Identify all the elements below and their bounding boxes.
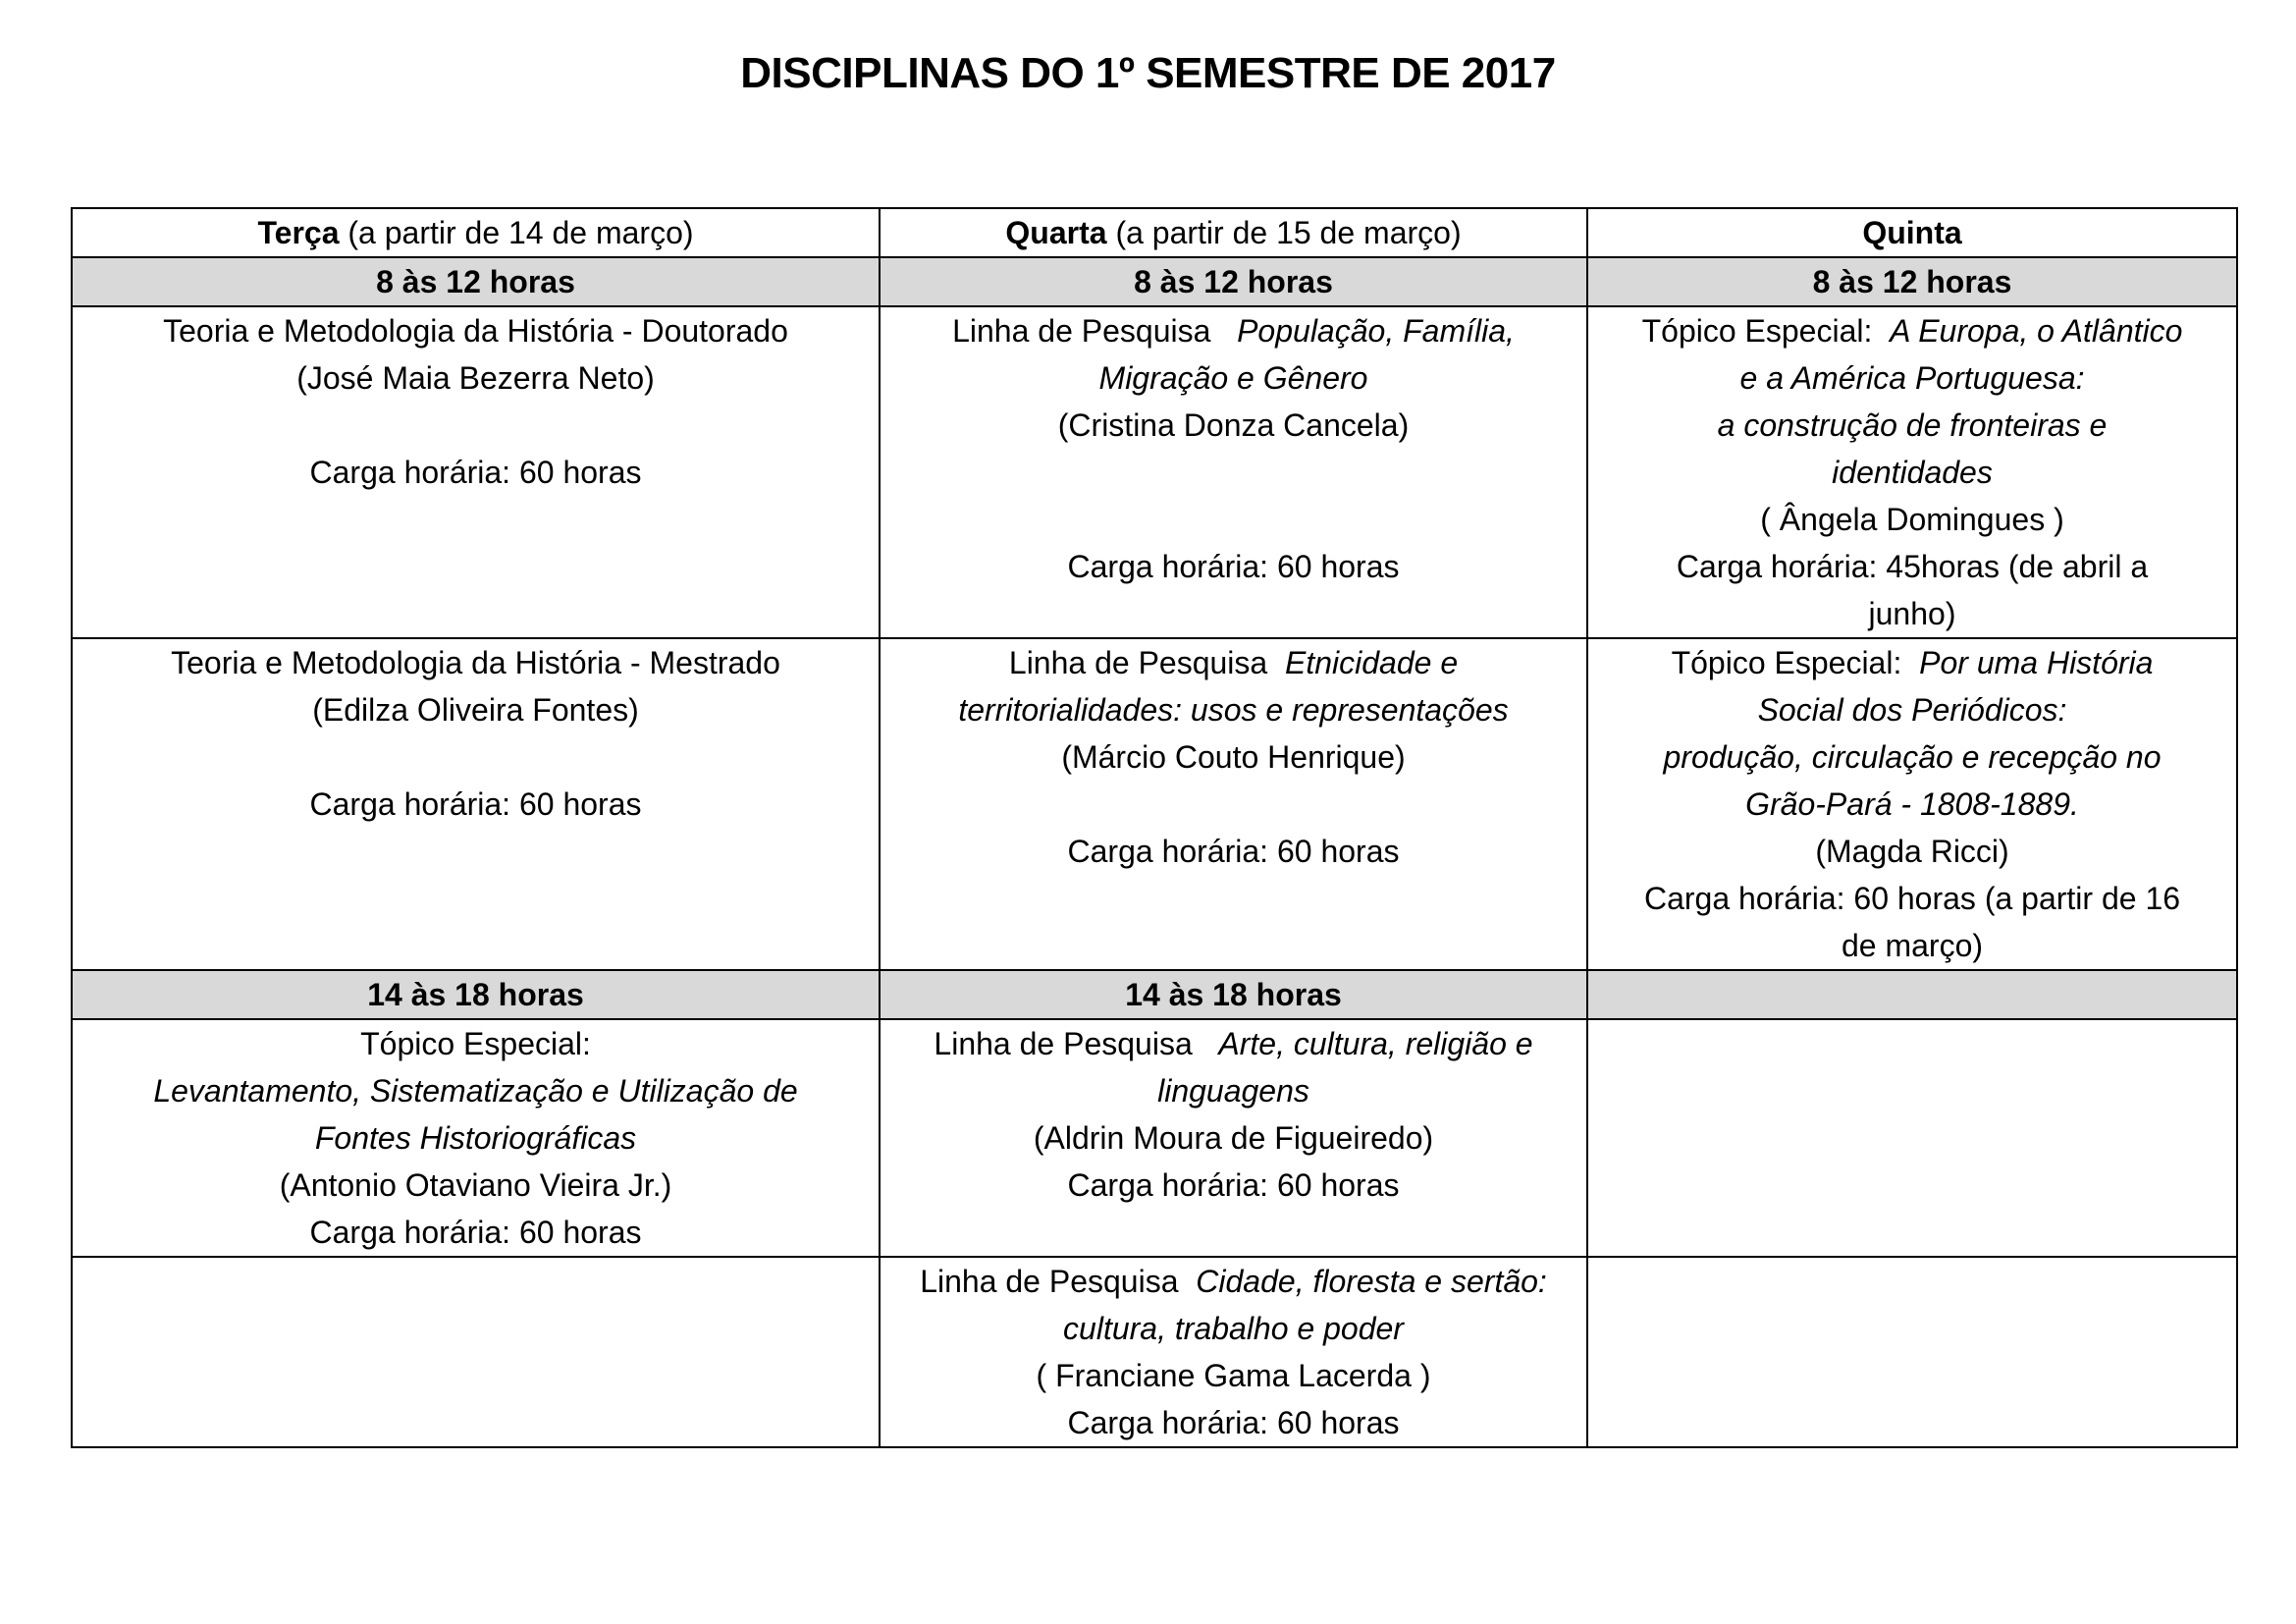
course-hours: Carga horária: 60 horas xyxy=(1067,834,1400,869)
course-title-cont: cultura, trabalho e poder xyxy=(1063,1311,1404,1346)
slot-label: 8 às 12 horas xyxy=(1587,257,2237,306)
course-cell xyxy=(1587,638,2237,970)
course-title-cont: Grão-Pará - 1808-1889. xyxy=(1745,786,2079,822)
header-cell-quinta xyxy=(1587,208,2237,257)
course-title: Levantamento, Sistematização e Utilização de xyxy=(153,1073,798,1109)
slot-label: 14 às 18 horas xyxy=(72,970,880,1019)
slot-label: 14 às 18 horas xyxy=(880,970,1587,1019)
day-note: (a partir de 15 de março) xyxy=(1106,215,1462,250)
course-title-cont: produção, circulação e recepção no xyxy=(1663,739,2162,775)
course-cell xyxy=(1587,306,2237,638)
course-cell xyxy=(72,1019,880,1257)
course-title-cont: Social dos Periódicos: xyxy=(1757,692,2067,728)
course-professor: (José Maia Bezerra Neto) xyxy=(296,360,655,396)
course-hours: Carga horária: 60 horas xyxy=(309,455,642,490)
course-professor: (Magda Ricci) xyxy=(1815,834,2009,869)
course-professor: (Edilza Oliveira Fontes) xyxy=(312,692,639,728)
course-prefix: Tópico Especial: xyxy=(1641,313,1873,349)
course-hours: Carga horária: 60 horas (a partir de 16 xyxy=(1643,881,2181,916)
course-title: Teoria e Metodologia da História - Doutorado xyxy=(163,313,788,349)
empty-cell xyxy=(72,1257,880,1447)
course-hours: Carga horária: 60 horas xyxy=(1067,1167,1400,1203)
course-cell xyxy=(72,306,880,638)
page-title: DISCIPLINAS DO 1º SEMESTRE DE 2017 xyxy=(740,49,1556,97)
course-professor: ( Ângela Domingues ) xyxy=(1760,502,2064,537)
schedule-table xyxy=(71,207,2238,1448)
course-row xyxy=(72,638,2237,970)
course-hours: Carga horária: 60 horas xyxy=(1067,549,1400,584)
course-title: Arte, cultura, religião e xyxy=(1218,1026,1533,1061)
course-hours: Carga horária: 60 horas xyxy=(309,1215,642,1250)
course-cell xyxy=(880,1257,1587,1447)
course-professor: (Márcio Couto Henrique) xyxy=(1061,739,1406,775)
course-hours: Carga horária: 60 horas xyxy=(1067,1405,1400,1440)
slot-row-afternoon xyxy=(72,970,2237,1019)
day-note: (a partir de 14 de março) xyxy=(339,215,694,250)
course-prefix: Tópico Especial: xyxy=(1671,645,1902,680)
course-prefix: Linha de Pesquisa xyxy=(920,1264,1179,1299)
day-label: Quarta xyxy=(1005,215,1107,250)
course-title: Teoria e Metodologia da História - Mestrado xyxy=(171,645,780,680)
course-hours-cont: de março) xyxy=(1841,928,1984,963)
empty-cell xyxy=(1587,1257,2237,1447)
course-professor: ( Franciane Gama Lacerda ) xyxy=(1036,1358,1431,1393)
empty-cell xyxy=(1587,1019,2237,1257)
course-title-cont: a construção de fronteiras e xyxy=(1717,407,2108,443)
slot-label-empty xyxy=(1587,970,2237,1019)
course-cell xyxy=(72,638,880,970)
day-label: Quinta xyxy=(1862,215,1962,250)
course-title-cont: linguagens xyxy=(1157,1073,1309,1109)
course-title-cont: identidades xyxy=(1832,455,1993,490)
course-cell xyxy=(880,638,1587,970)
course-title: Cidade, floresta e sertão: xyxy=(1196,1264,1547,1299)
slot-label: 8 às 12 horas xyxy=(72,257,880,306)
day-label: Terça xyxy=(257,215,340,250)
course-professor: (Aldrin Moura de Figueiredo) xyxy=(1033,1120,1434,1156)
course-row xyxy=(72,1019,2237,1257)
course-hours: Carga horária: 60 horas xyxy=(309,786,642,822)
course-cell xyxy=(880,1019,1587,1257)
course-cell xyxy=(880,306,1587,638)
course-title-cont: Fontes Historiográficas xyxy=(314,1120,637,1156)
course-hours: Carga horária: 45horas (de abril a xyxy=(1676,549,2149,584)
course-hours-cont: junho) xyxy=(1868,596,1956,631)
slot-row-morning xyxy=(72,257,2237,306)
course-prefix: Linha de Pesquisa xyxy=(952,313,1211,349)
course-title-cont: Migração e Gênero xyxy=(1098,360,1368,396)
course-professor: (Antonio Otaviano Vieira Jr.) xyxy=(279,1167,672,1203)
course-row xyxy=(72,1257,2237,1447)
course-professor: (Cristina Donza Cancela) xyxy=(1057,407,1410,443)
course-prefix: Linha de Pesquisa xyxy=(1008,645,1268,680)
course-prefix: Linha de Pesquisa xyxy=(934,1026,1193,1061)
header-cell-terca xyxy=(72,208,880,257)
header-cell-quarta xyxy=(880,208,1587,257)
course-title: Por uma História xyxy=(1919,645,2154,680)
course-prefix: Tópico Especial: xyxy=(360,1026,591,1061)
course-title-cont: territorialidades: usos e representações xyxy=(958,692,1509,728)
slot-label: 8 às 12 horas xyxy=(880,257,1587,306)
header-row xyxy=(72,208,2237,257)
course-title: População, Família, xyxy=(1237,313,1515,349)
course-title-cont: e a América Portuguesa: xyxy=(1739,360,2085,396)
course-title: A Europa, o Atlântico xyxy=(1890,313,2183,349)
course-row xyxy=(72,306,2237,638)
course-title: Etnicidade e xyxy=(1284,645,1459,680)
